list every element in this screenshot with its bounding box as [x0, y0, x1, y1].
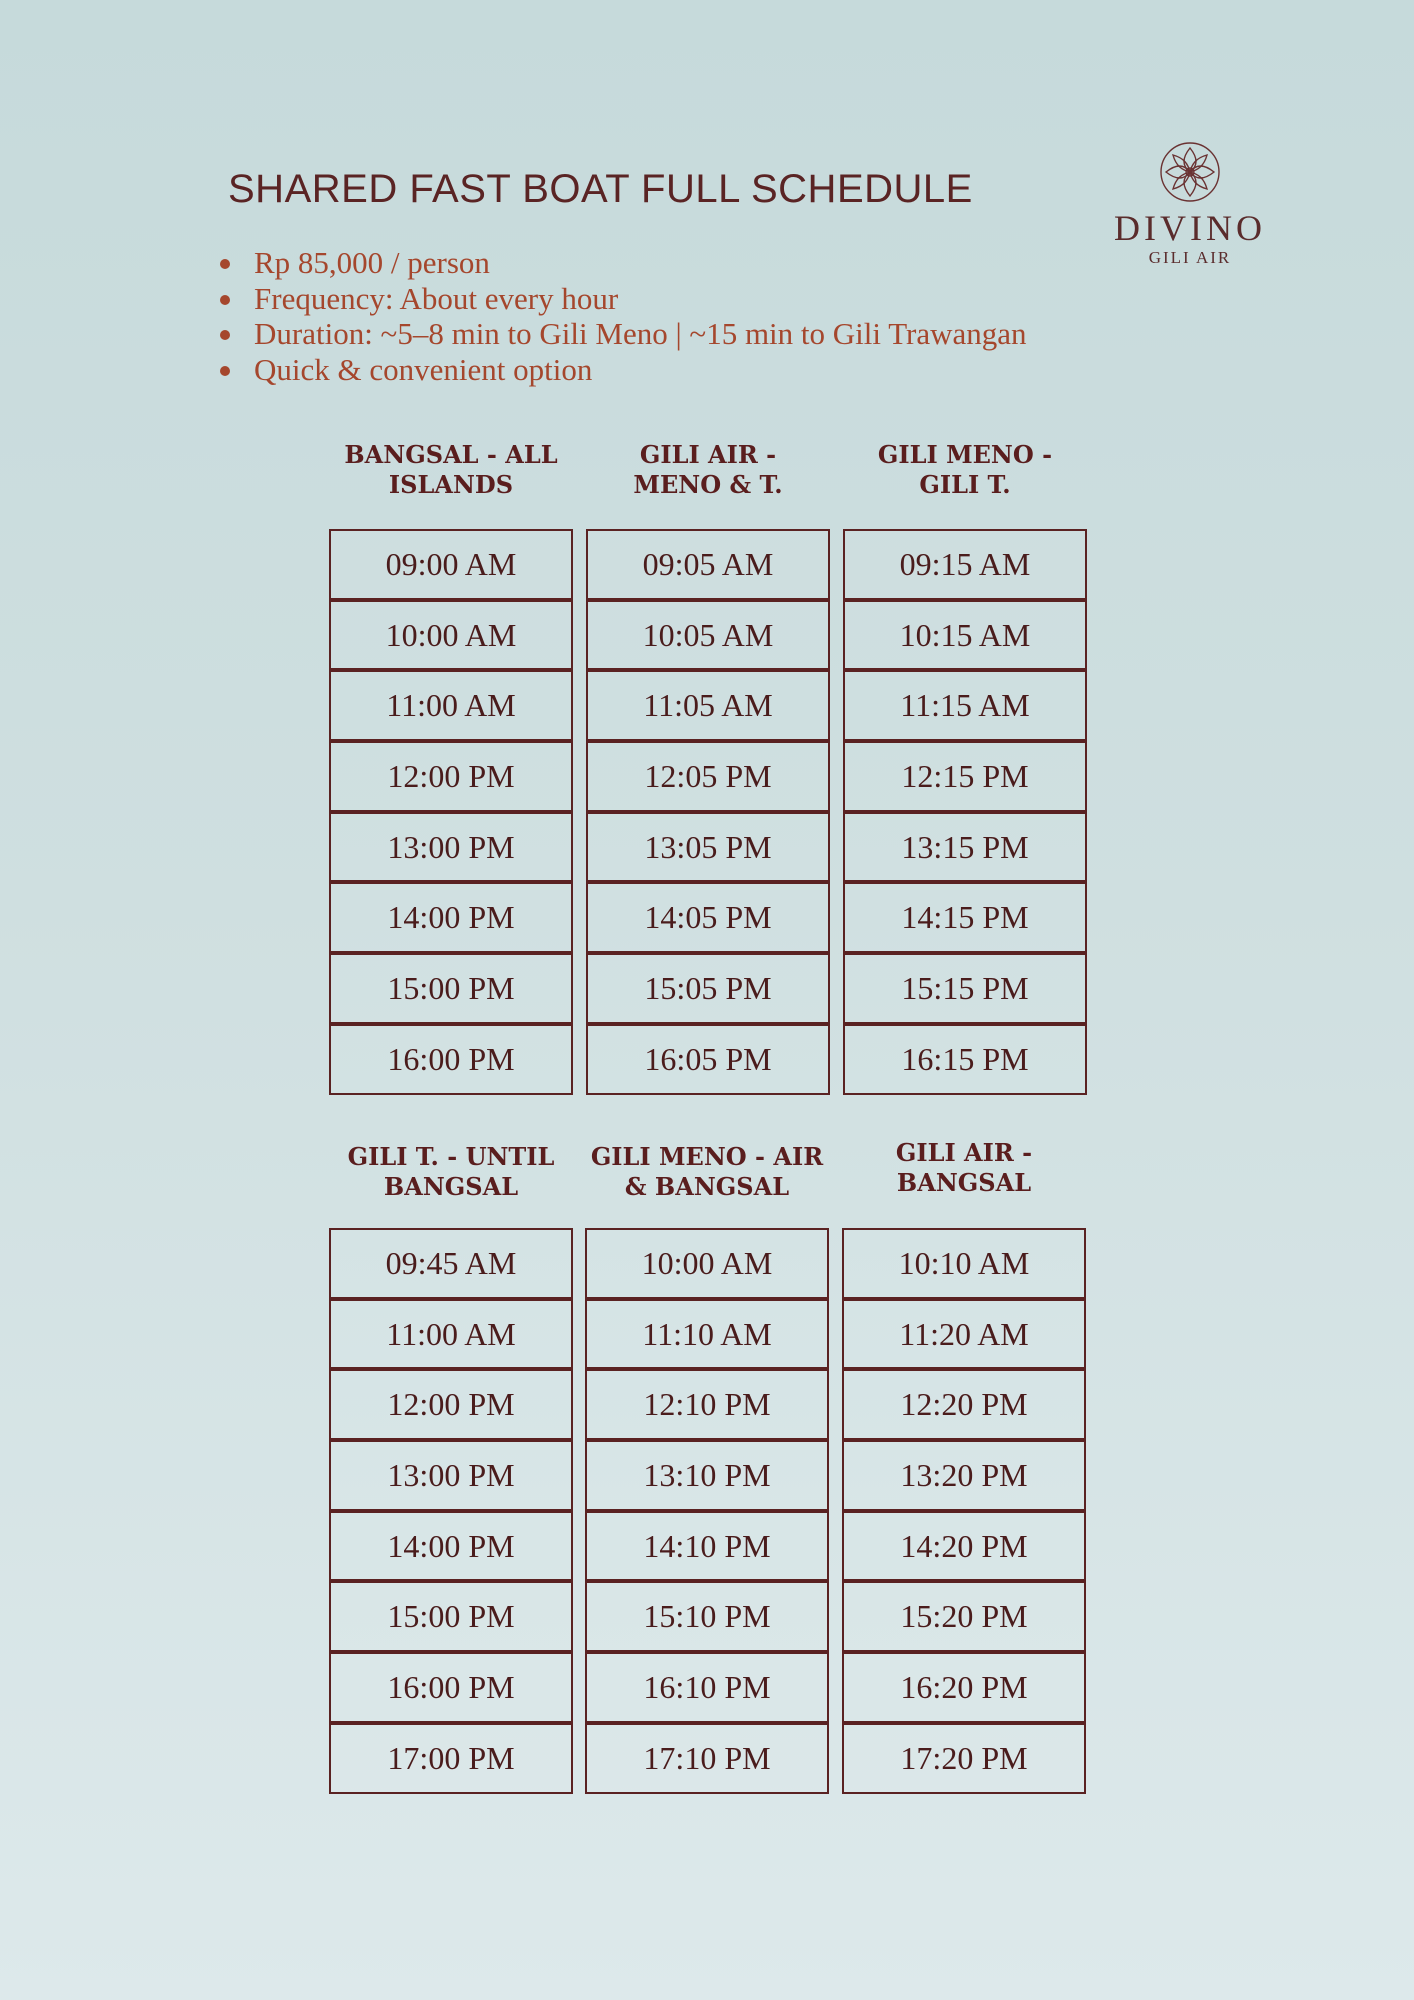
time-cell: 12:10 PM — [585, 1369, 829, 1440]
info-frequency: Frequency: About every hour — [218, 281, 1027, 317]
time-cell: 10:00 AM — [329, 600, 573, 671]
time-cell: 15:15 PM — [843, 953, 1087, 1024]
time-cell: 13:00 PM — [329, 1440, 573, 1511]
brand-logo — [1100, 140, 1280, 268]
time-cell: 12:00 PM — [329, 741, 573, 812]
time-cell: 16:15 PM — [843, 1024, 1087, 1095]
info-note: Quick & convenient option — [218, 352, 1027, 388]
time-cell: 16:10 PM — [585, 1652, 829, 1723]
time-cell: 11:10 AM — [585, 1299, 829, 1370]
time-cell: 14:20 PM — [842, 1511, 1086, 1582]
time-cell: 11:00 AM — [329, 670, 573, 741]
time-list — [329, 529, 573, 1095]
time-list — [586, 529, 830, 1095]
page-title: SHARED FAST BOAT FULL SCHEDULE — [228, 167, 973, 211]
time-cell: 17:00 PM — [329, 1723, 573, 1794]
time-list — [843, 529, 1087, 1095]
time-cell: 15:05 PM — [586, 953, 830, 1024]
time-cell: 10:05 AM — [586, 600, 830, 671]
time-list — [585, 1228, 829, 1794]
time-cell: 12:00 PM — [329, 1369, 573, 1440]
time-cell: 10:00 AM — [585, 1228, 829, 1299]
time-cell: 09:15 AM — [843, 529, 1087, 600]
time-cell: 11:05 AM — [586, 670, 830, 741]
time-cell: 13:00 PM — [329, 812, 573, 883]
time-cell: 14:05 PM — [586, 882, 830, 953]
time-cell: 15:00 PM — [329, 1581, 573, 1652]
time-cell: 12:20 PM — [842, 1369, 1086, 1440]
time-cell: 16:00 PM — [329, 1024, 573, 1095]
time-cell: 14:10 PM — [585, 1511, 829, 1582]
time-cell: 13:10 PM — [585, 1440, 829, 1511]
time-cell: 15:10 PM — [585, 1581, 829, 1652]
time-cell: 14:00 PM — [329, 1511, 573, 1582]
time-cell: 10:15 AM — [843, 600, 1087, 671]
time-cell: 11:15 AM — [843, 670, 1087, 741]
time-cell: 13:15 PM — [843, 812, 1087, 883]
info-duration: Duration: ~5–8 min to Gili Meno | ~15 min to Gili Trawangan — [218, 316, 1027, 352]
time-cell: 17:20 PM — [842, 1723, 1086, 1794]
time-cell: 12:15 PM — [843, 741, 1087, 812]
time-cell: 10:10 AM — [842, 1228, 1086, 1299]
time-cell: 11:20 AM — [842, 1299, 1086, 1370]
time-cell: 09:45 AM — [329, 1228, 573, 1299]
time-cell: 15:00 PM — [329, 953, 573, 1024]
column-header: GILI T. - UNTIL BANGSAL — [347, 1142, 555, 1201]
time-cell: 16:20 PM — [842, 1652, 1086, 1723]
time-cell: 16:00 PM — [329, 1652, 573, 1723]
column-header: GILI MENO - AIR & BANGSAL — [590, 1142, 824, 1201]
time-cell: 14:15 PM — [843, 882, 1087, 953]
time-cell: 16:05 PM — [586, 1024, 830, 1095]
time-cell: 13:20 PM — [842, 1440, 1086, 1511]
info-list — [218, 245, 1027, 387]
brand-name: DIVINO — [1114, 208, 1266, 248]
time-cell: 15:20 PM — [842, 1581, 1086, 1652]
column-header: BANGSAL - ALL ISLANDS — [344, 440, 558, 499]
time-cell: 13:05 PM — [586, 812, 830, 883]
time-list — [842, 1228, 1086, 1794]
time-cell: 17:10 PM — [585, 1723, 829, 1794]
time-cell: 12:05 PM — [586, 741, 830, 812]
column-header: GILI MENO - GILI T. — [877, 440, 1053, 499]
time-cell: 14:00 PM — [329, 882, 573, 953]
time-cell: 09:05 AM — [586, 529, 830, 600]
time-list — [329, 1228, 573, 1794]
column-header: GILI AIR - MENO & T. — [633, 440, 783, 499]
brand-location: GILI AIR — [1148, 248, 1232, 267]
time-cell: 09:00 AM — [329, 529, 573, 600]
info-price: Rp 85,000 / person — [218, 245, 1027, 281]
time-cell: 11:00 AM — [329, 1299, 573, 1370]
column-header: GILI AIR - BANGSAL — [895, 1138, 1033, 1197]
lotus-mandala-icon — [1158, 140, 1222, 204]
